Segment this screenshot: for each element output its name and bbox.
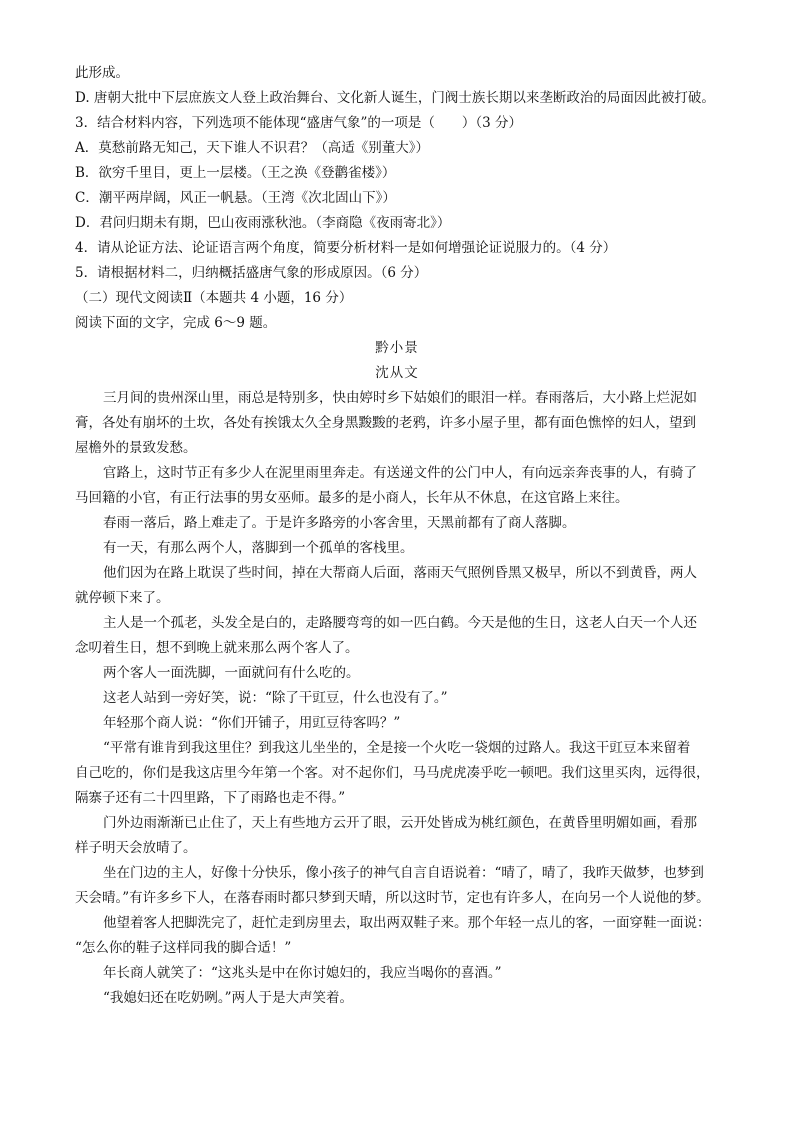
section-heading: （二）现代文阅读Ⅱ（本题共 4 小题，16 分）: [75, 290, 353, 306]
paragraph-line: 年轻那个商人说：“你们开铺子，用豇豆待客吗？”: [103, 715, 401, 731]
paragraph-line: 他们因为在路上耽误了些时间，掉在大帮商人后面，落雨天气照例昏黑又极早，所以不到黄昏，两人: [103, 565, 697, 581]
paragraph-line: 就停顿下来了。: [75, 590, 170, 606]
instruction-line: 阅读下面的文字，完成 6～9 题。: [75, 315, 277, 331]
option-line: D. 唐朝大批中下层庶族文人登上政治舞台、文化新人诞生，门阀士族长期以来垄断政治的局面因此被打破。: [75, 90, 715, 106]
paragraph-line: 年长商人就笑了：“这兆头是中在你讨媳妇的，我应当喝你的喜酒。”: [103, 965, 502, 981]
paragraph-line: 这老人站到一旁好笑，说：“除了干豇豆，什么也没有了。”: [103, 690, 448, 706]
option-line: B．欲穷千里目，更上一层楼。（王之涣《登鹳雀楼》）: [75, 165, 396, 181]
paragraph-line: 自己吃的，你们是我这店里今年第一个客。对不起你们，马马虎虎凑乎吃一顿吧。我们这里买肉，远得很，: [75, 765, 710, 781]
story-author: 沈从文: [375, 365, 419, 381]
option-line: D．君问归期未有期，巴山夜雨涨秋池。（李商隐《夜雨寄北》）: [75, 215, 451, 231]
paragraph-line: 坐在门边的主人，好像十分快乐，像小孩子的神气自言自语说着：“晴了，晴了，我昨天做梦，也梦到: [103, 865, 704, 881]
paragraph-line: “怎么你的鞋子这样同我的脚合适！”: [75, 940, 292, 956]
paragraph-line: 天会晴。”有许多乡下人，在落春雨时都只梦到天晴，所以这时节，定也有许多人，在向另一个人说他的梦。: [75, 890, 710, 906]
paragraph-line: 门外边雨渐渐已止住了，天上有些地方云开了眼，云开处皆成为桃红颜色，在黄昏里明媚如画，看那: [103, 815, 697, 831]
paragraph-line: “我媳妇还在吃奶咧。”两人于是大声笑着。: [103, 990, 354, 1006]
paragraph-line: 念叨着生日，想不到晚上就来那么两个客人了。: [75, 640, 359, 656]
paragraph-line: 他望着客人把脚洗完了，赶忙走到房里去，取出两双鞋子来。那个年轻一点儿的客，一面穿鞋一面说：: [103, 915, 711, 931]
option-line: A．莫愁前路无知己，天下谁人不识君？（高适《别董大》）: [75, 140, 429, 156]
paragraph-line: 主人是一个孤老，头发全是白的，走路腰弯弯的如一匹白鹤。今天是他的生日，这老人白天一个人还: [103, 615, 697, 631]
text-line: 此形成。: [75, 65, 129, 81]
paragraph-line: 样子明天会放晴了。: [75, 840, 197, 856]
paragraph-line: “平常有谁肯到我这里住？到我这儿坐坐的，全是接一个火吃一袋烟的过路人。我这干豇豆本来留着: [103, 740, 691, 756]
paragraph-line: 官路上，这时节正有多少人在泥里雨里奔走。有送递文件的公门中人，有向远亲奔丧事的人，有骑了: [103, 465, 697, 481]
paragraph-line: 屋檐外的景致发愁。: [75, 440, 197, 456]
paragraph-line: 隔寨子还有二十四里路，下了雨路也走不得。”: [75, 790, 346, 806]
question-line: 3．结合材料内容，下列选项不能体现“盛唐气象”的一项是（ ）（3 分）: [75, 115, 523, 131]
paragraph-line: 有一天，有那么两个人，落脚到一个孤单的客栈里。: [103, 540, 414, 556]
paragraph-line: 三月间的贵州深山里，雨总是特别多，快由婷时乡下姑娘们的眼泪一样。春雨落后，大小路上烂泥如: [103, 390, 697, 406]
option-line: C．潮平两岸阔，风正一帆悬。（王湾《次北固山下》）: [75, 190, 396, 206]
paragraph-line: 春雨一落后，路上难走了。于是许多路旁的小客舍里，天黑前都有了商人落脚。: [103, 515, 576, 531]
paragraph-line: 两个客人一面洗脚，一面就问有什么吃的。: [103, 665, 360, 681]
question-line: 5．请根据材料二，归纳概括盛唐气象的形成原因。（6 分）: [75, 265, 428, 281]
paragraph-line: 马回籍的小官，有正行法事的男女巫师。最多的是小商人，长年从不休息，在这官路上来往。: [75, 490, 629, 506]
question-line: 4．请从论证方法、论证语言两个角度，简要分析材料一是如何增强论证说服力的。（4 分）: [75, 240, 617, 256]
story-title: 黔小景: [375, 340, 419, 356]
paragraph-line: 膏，各处有崩坏的土坎，各处有挨饿太久全身黑黢黢的老鸦，许多小屋子里，都有面色憔悴的妇人，望到: [75, 415, 696, 431]
